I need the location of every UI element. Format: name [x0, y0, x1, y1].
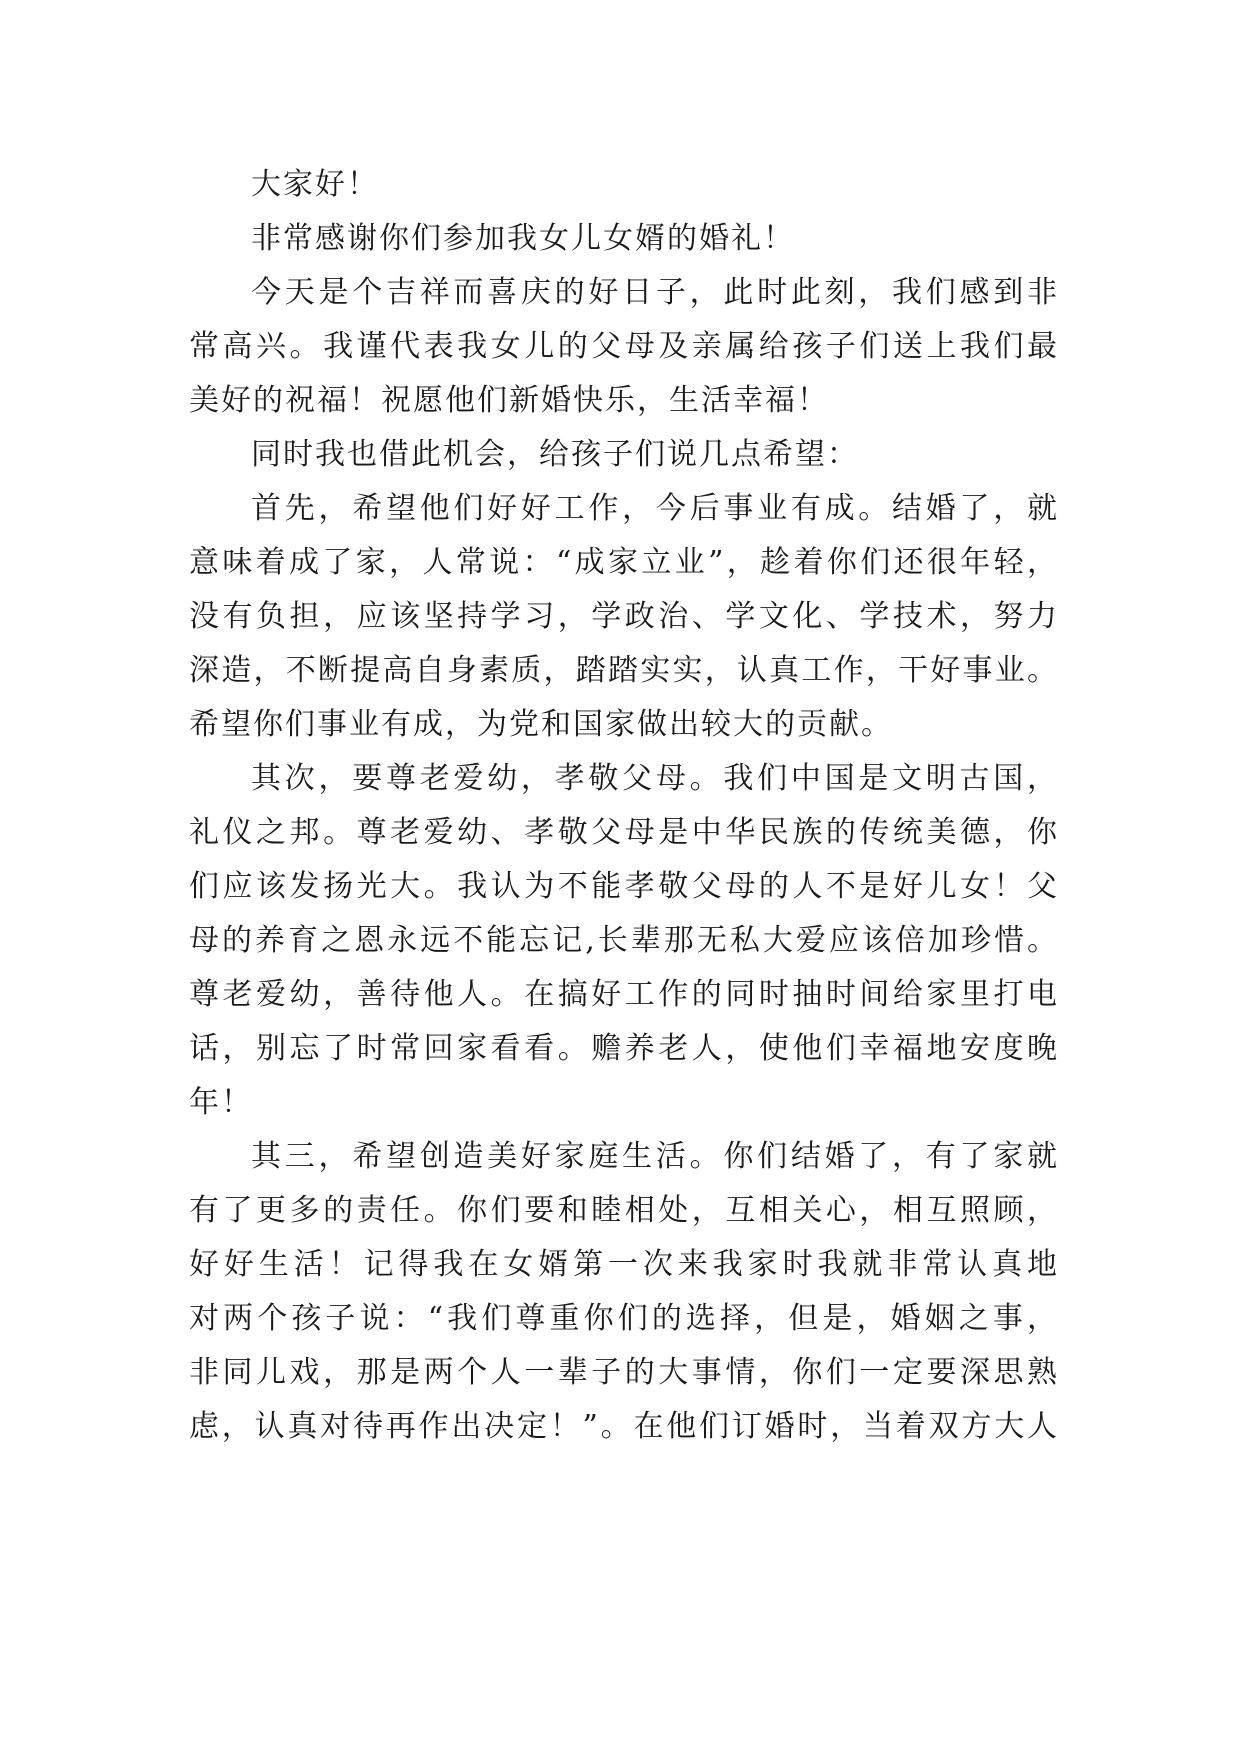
text-line: 尊老爱幼，善待他人。在搞好工作的同时抽时间给家里打电 [189, 977, 1059, 1012]
text-line: 好好生活！记得我在女婿第一次来我家时我就非常认真地 [189, 1247, 1059, 1282]
text-line: 虑，认真对待再作出决定！”。在他们订婚时，当着双方大人 [189, 1409, 1059, 1444]
text-line: 美好的祝福！祝愿他们新婚快乐，生活幸福！ [189, 383, 829, 418]
text-line: 深造，不断提高自身素质，踏踏实实，认真工作，干好事业。 [189, 653, 1059, 688]
text-line: 非同儿戏，那是两个人一辈子的大事情，你们一定要深思熟 [189, 1355, 1059, 1390]
text-line: 意味着成了家，人常说：“成家立业”，趁着你们还很年轻， [189, 545, 1059, 580]
text-line: 母的养育之恩永远不能忘记,长辈那无私大爱应该倍加珍惜。 [189, 923, 1059, 958]
text-line: 没有负担，应该坚持学习，学政治、学文化、学技术，努力 [189, 599, 1059, 634]
text-line: 非常感谢你们参加我女儿女婿的婚礼！ [251, 221, 795, 256]
text-line: 们应该发扬光大。我认为不能孝敬父母的人不是好儿女！父 [189, 869, 1059, 904]
text-line: 话，别忘了时常回家看看。赡养老人，使他们幸福地安度晚 [189, 1031, 1059, 1066]
text-line: 礼仪之邦。尊老爱幼、孝敬父母是中华民族的传统美德，你 [189, 815, 1059, 850]
text-line: 大家好！ [251, 167, 379, 202]
text-line: 有了更多的责任。你们要和睦相处，互相关心，相互照顾， [189, 1193, 1059, 1228]
text-line: 对两个孩子说：“我们尊重你们的选择，但是，婚姻之事， [189, 1301, 1059, 1336]
text-line: 同时我也借此机会，给孩子们说几点希望： [251, 437, 859, 472]
text-line: 年！ [189, 1085, 253, 1120]
text-line: 希望你们事业有成，为党和国家做出较大的贡献。 [189, 707, 893, 742]
text-line: 今天是个吉祥而喜庆的好日子，此时此刻，我们感到非 [251, 275, 1059, 310]
text-line: 其次，要尊老爱幼，孝敬父母。我们中国是文明古国， [251, 761, 1059, 796]
text-line: 常高兴。我谨代表我女儿的父母及亲属给孩子们送上我们最 [189, 329, 1059, 364]
text-line: 首先，希望他们好好工作，今后事业有成。结婚了，就 [251, 491, 1059, 526]
text-line: 其三，希望创造美好家庭生活。你们结婚了，有了家就 [251, 1139, 1059, 1174]
